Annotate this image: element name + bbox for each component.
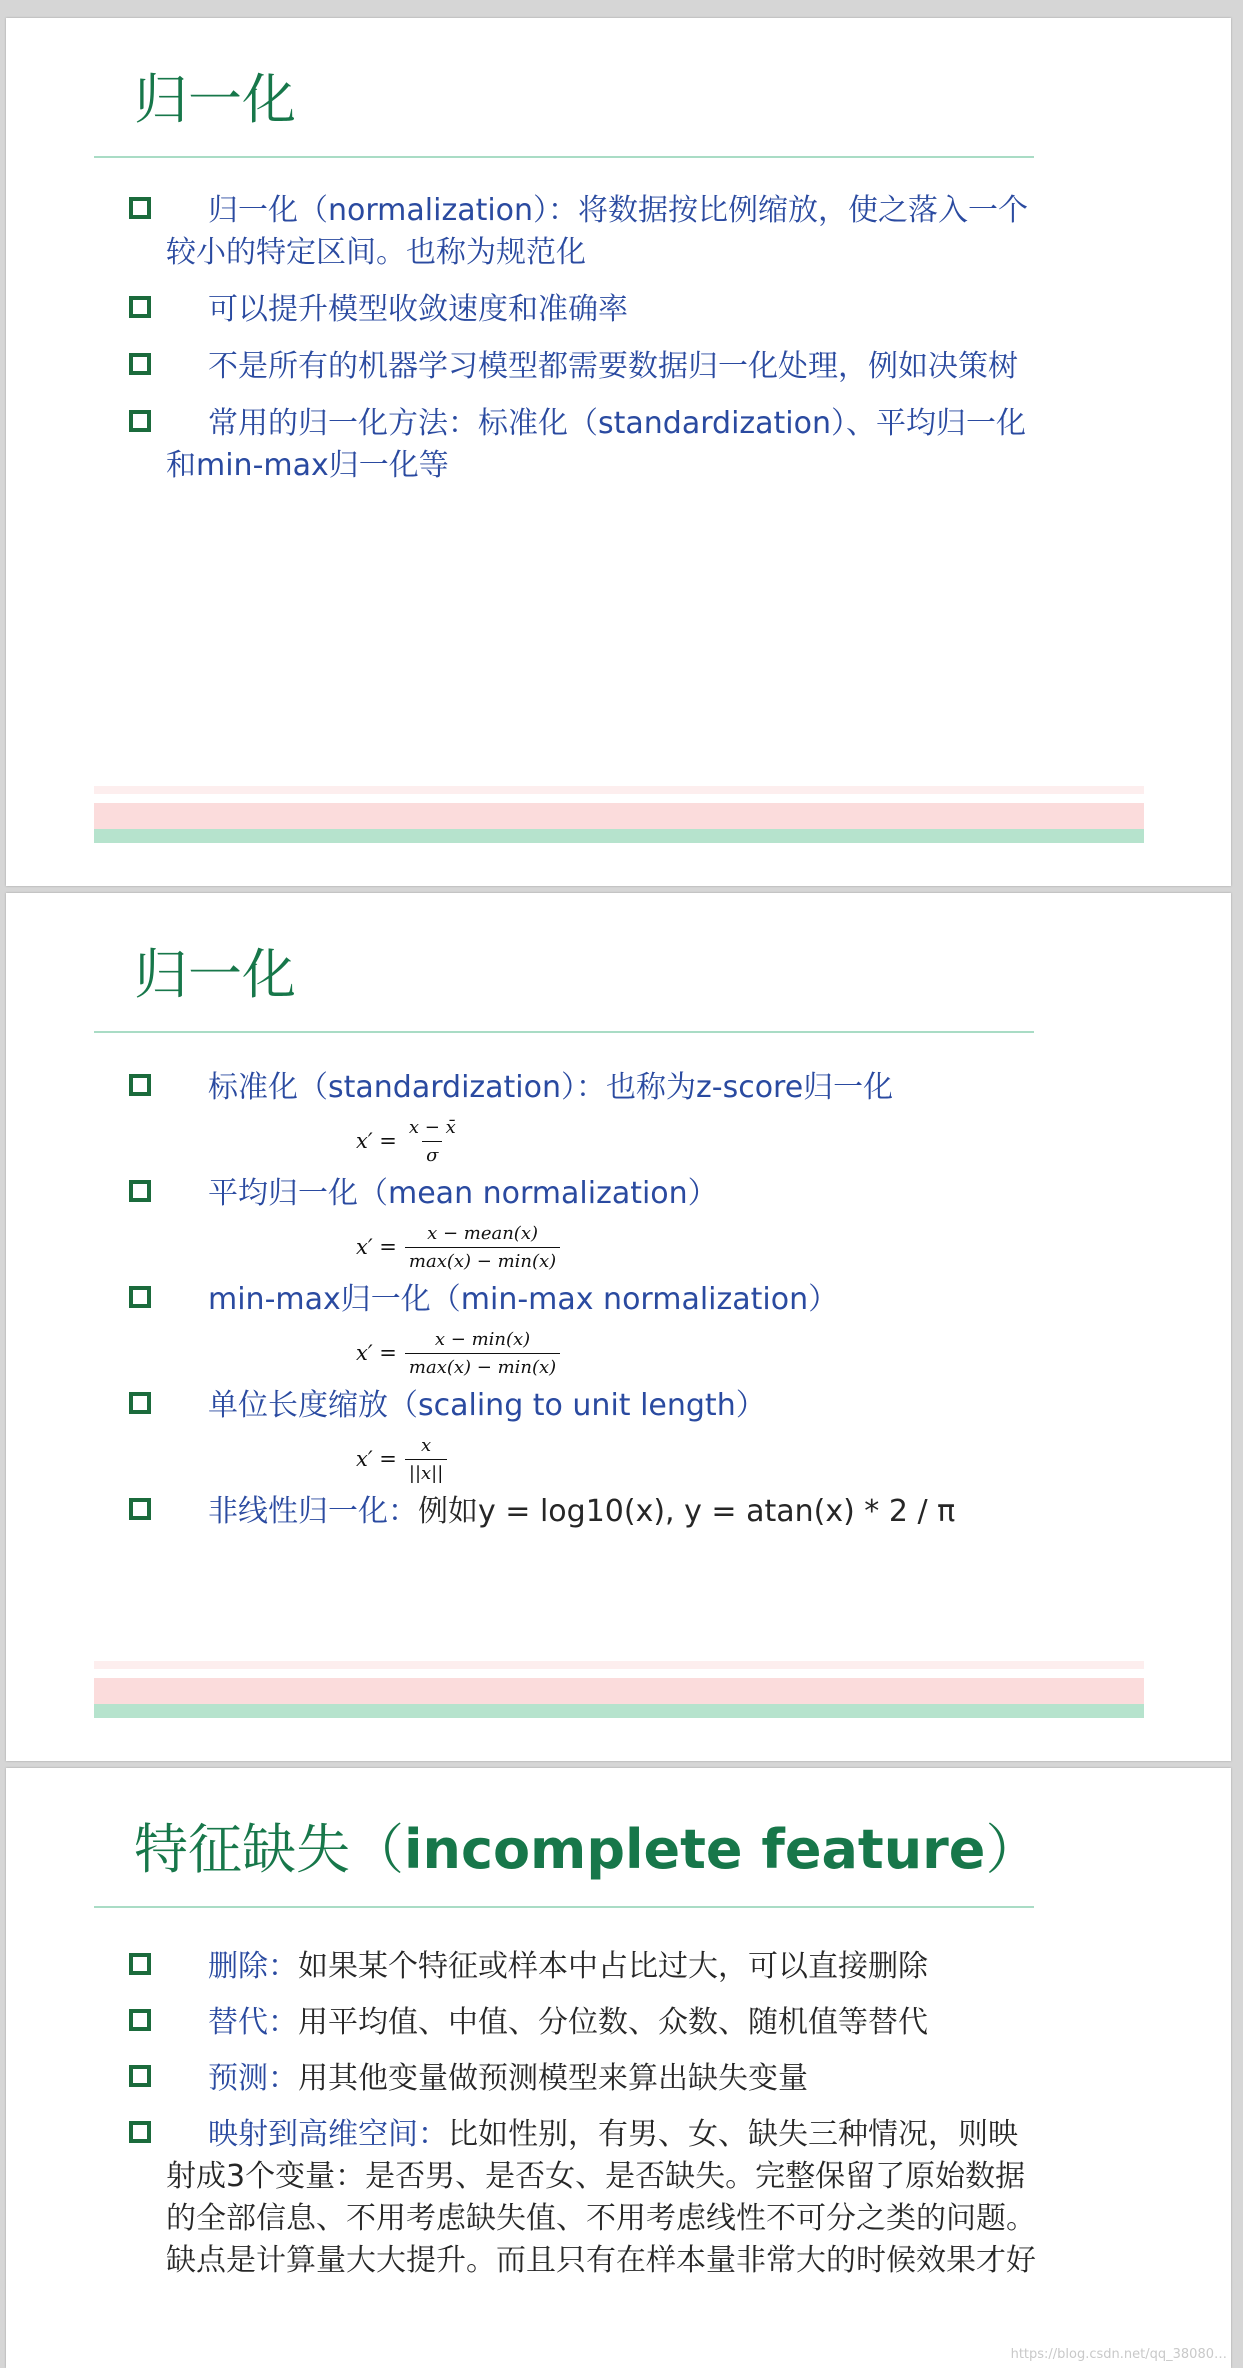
square-bullet-icon (129, 197, 151, 219)
bullet-rest: 用平均值、中值、分位数、众数、随机值等替代 (298, 2005, 928, 2040)
formula-denominator: σ (422, 1141, 442, 1166)
square-bullet-icon (129, 1392, 151, 1414)
bullet-text: 平均归一化（mean normalization） (208, 1176, 718, 1211)
footer-stripes (94, 786, 1144, 843)
list-item (166, 2058, 1046, 2100)
bullet-list (166, 190, 1046, 502)
bullet-text: 标准化（standardization）：也称为z-score归一化 (208, 1070, 894, 1105)
formula-numerator: x − x̄ (408, 1116, 456, 1138)
formula-numerator: x − min(x) (434, 1328, 531, 1350)
watermark: https://blog.csdn.net/qq_38080… (1010, 2347, 1227, 2362)
bullet-label: 删除： (208, 1949, 298, 1984)
formula-lhs: x′ = (356, 1447, 397, 1471)
bullet-rest: 用其他变量做预测模型来算出缺失变量 (298, 2061, 808, 2096)
bullet-label: 非线性归一化： (208, 1494, 418, 1529)
list-item (166, 2002, 1046, 2044)
bullet-text (124, 1946, 1046, 1988)
list-item (166, 1279, 1046, 1385)
bullet-list (166, 1067, 1046, 1533)
square-bullet-icon (129, 2009, 151, 2031)
bullet-label: 替代： (208, 2005, 298, 2040)
bullet-text: 常用的归一化方法：标准化（standardization）、平均归一化和min-max归一化等 (166, 406, 1026, 483)
bullet-text (124, 2114, 1046, 2282)
title-end: ） (985, 1818, 1040, 1881)
formula-min-max (356, 1321, 1046, 1385)
list-item (166, 190, 1046, 274)
slide-normalization-intro (6, 18, 1231, 886)
square-bullet-icon (129, 1180, 151, 1202)
formula-denominator: ||x|| (405, 1459, 447, 1484)
bullet-text: 归一化（normalization）：将数据按比例缩放，使之落入一个较小的特定区间。也称为规范化 (166, 193, 1029, 270)
square-bullet-icon (129, 1074, 151, 1096)
formula-lhs: x′ = (356, 1341, 397, 1365)
formula-lhs: x′ = (356, 1129, 397, 1153)
formula-denominator: max(x) − min(x) (405, 1247, 560, 1272)
title-cn: 特征缺失（ (134, 1818, 404, 1881)
square-bullet-icon (129, 1286, 151, 1308)
bullet-label: 预测： (208, 2061, 298, 2096)
title-divider (94, 156, 1034, 158)
slide-title (134, 1820, 1039, 1879)
list-item (166, 346, 1046, 388)
list-item (166, 289, 1046, 331)
list-item (166, 1385, 1046, 1491)
formula-unit-length (356, 1427, 1046, 1491)
formula-denominator: max(x) − min(x) (405, 1353, 560, 1378)
formula-standardization (356, 1109, 1046, 1173)
bullet-rest: 如果某个特征或样本中占比过大，可以直接删除 (298, 1949, 928, 1984)
square-bullet-icon (129, 296, 151, 318)
list-item (166, 1067, 1046, 1173)
title-divider (94, 1906, 1034, 1908)
square-bullet-icon (129, 2065, 151, 2087)
list-item (166, 403, 1046, 487)
bullet-label: 映射到高维空间： (208, 2117, 448, 2152)
bullet-text: 可以提升模型收敛速度和准确率 (208, 292, 628, 327)
bullet-text (124, 2058, 1046, 2100)
list-item (166, 1946, 1046, 1988)
title-divider (94, 1031, 1034, 1033)
square-bullet-icon (129, 353, 151, 375)
slide-title: 归一化 (134, 68, 296, 131)
list-item (166, 1173, 1046, 1279)
formula-numerator: x − mean(x) (427, 1222, 538, 1244)
bullet-text (124, 2002, 1046, 2044)
title-en: incomplete feature (404, 1818, 986, 1881)
bullet-list (166, 1946, 1046, 2296)
formula-lhs: x′ = (356, 1235, 397, 1259)
slide-title: 归一化 (134, 943, 296, 1006)
slide-normalization-methods (6, 893, 1231, 1761)
bullet-text: 单位长度缩放（scaling to unit length） (208, 1388, 766, 1423)
bullet-text: 不是所有的机器学习模型都需要数据归一化处理，例如决策树 (208, 349, 1018, 384)
square-bullet-icon (129, 410, 151, 432)
list-item (166, 2114, 1046, 2282)
square-bullet-icon (129, 2121, 151, 2143)
slide-incomplete-feature (6, 1768, 1231, 2368)
bullet-rest: 例如y = log10(x), y = atan(x) * 2 / π (418, 1494, 956, 1529)
bullet-text (124, 1491, 1046, 1533)
bullet-rest: 比如性别，有男、女、缺失三种情况，则映射成3个变量：是否男、是否女、是否缺失。完整保留了原始数据的全部信息、不用考虑缺失值、不用考虑线性不可分之类的问题。缺点是计算量大大提升。而且只有在样本量非常大的时候效果才好 (166, 2117, 1036, 2278)
formula-mean-normalization (356, 1215, 1046, 1279)
footer-stripes (94, 1661, 1144, 1718)
formula-numerator: x (421, 1434, 432, 1456)
list-item (166, 1491, 1046, 1533)
square-bullet-icon (129, 1498, 151, 1520)
square-bullet-icon (129, 1953, 151, 1975)
bullet-text: min-max归一化（min-max normalization） (208, 1282, 839, 1317)
